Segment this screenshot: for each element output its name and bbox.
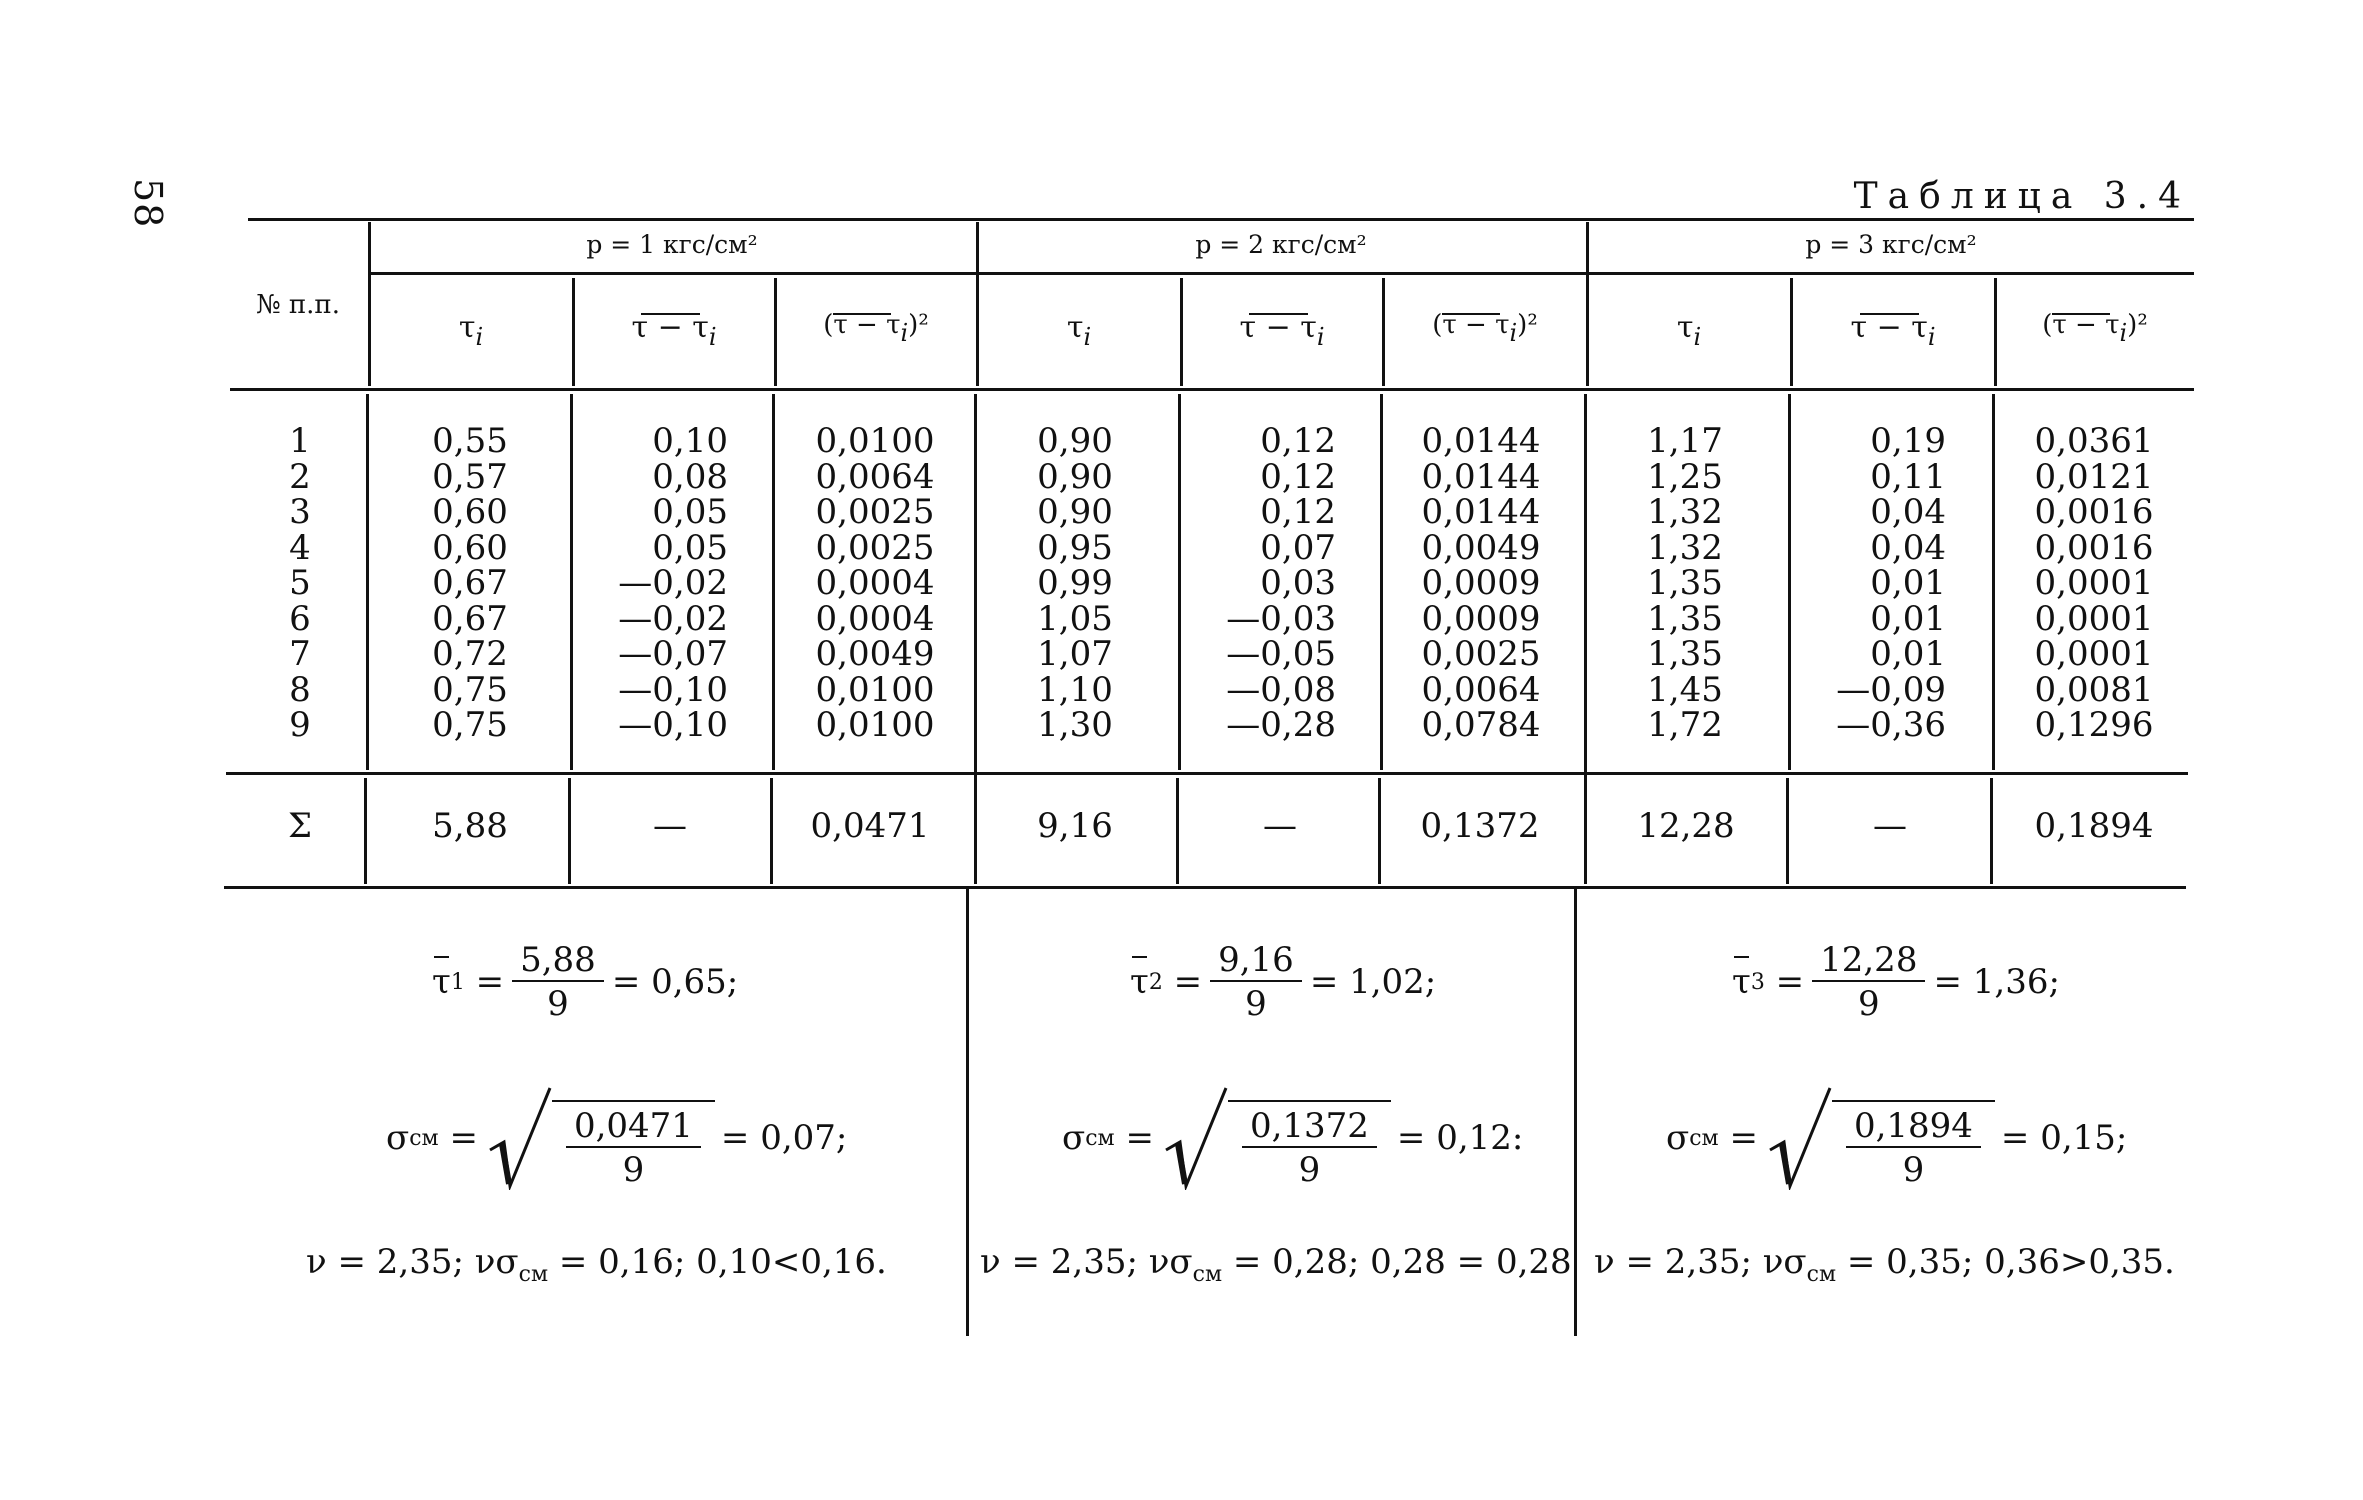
table-cell: 0,0081 [2034,669,2154,710]
subheader-square: (τ − τi)² [1432,310,1538,347]
table-cell: 1,05 [1037,598,1113,639]
table-cell: 0,90 [1037,421,1113,461]
table-cell: 0,11 [1870,456,1946,497]
g3-mean-formula: τ 3 = $\frac{12,28}{9}$ = 1,36; [1732,940,2060,1024]
subheader-diff: $\tau - \tau_i$ [1850,310,1936,351]
table-title: Таблица 3.4 [1853,176,2191,217]
vline-g1-b [772,394,775,770]
table-cell: 1,17 [1647,421,1723,461]
subheader-diff: $\tau - \tau_i$ [631,310,717,351]
vline-g1-a [568,778,571,884]
table-cell: 0,0001 [2034,563,2154,603]
table-cell: 0,0144 [1421,421,1541,461]
table-cell: 5 [289,563,311,603]
table-cell: 7 [289,634,311,674]
table-cell: 1,30 [1037,705,1113,745]
table-cell: 0,0016 [2034,527,2154,568]
g1-mean-formula: τ 1 = $\frac{5,88}{9}$ = 0,65; [432,940,739,1024]
table-cell: 0,67 [432,598,508,639]
table-cell: —0,07 [618,634,728,674]
table-cell: 0,0004 [815,598,935,639]
table-cell: 0,01 [1870,634,1946,674]
g1-square-column [790,421,960,745]
table-cell: 0,19 [1870,421,1946,461]
table-cell: 0,0144 [1421,492,1541,532]
subheader-tau: $\tau_i$ [1676,310,1702,351]
table-cell: 0,0100 [815,669,935,710]
vline-g3-b [1990,778,1993,884]
table-cell: 0,01 [1870,598,1946,639]
table-cell: 0,04 [1870,492,1946,532]
table-cell: 1,32 [1647,492,1723,532]
table-cell: —0,05 [1226,634,1336,674]
table-cell: 0,0009 [1421,598,1541,639]
table-cell: 1,10 [1037,669,1113,710]
table-cell: 0,72 [432,634,508,674]
g1-diff-column [580,421,728,745]
vline-g3-b [1992,394,1995,770]
vline-group-1 [974,394,977,884]
table-cell: 0,0049 [1421,527,1541,568]
table-cell: 0,0004 [815,563,935,603]
table-cell: 0,05 [652,492,728,532]
g3-sigma-formula: σ см = $\frac{0,1894}{9}$ = 0,15; [1666,1086,2127,1190]
table-cell: 0,0009 [1421,563,1541,603]
table-cell: 0,0049 [815,634,935,674]
g1-tau-column [390,421,550,745]
sum-label: Σ [287,806,313,846]
vline-label [366,394,369,770]
g2-mean-formula: τ 2 = $\frac{9,16}{9}$ = 1,02; [1130,940,1437,1024]
g2-sum-diff: — [1263,806,1297,846]
table-cell: 3 [289,492,311,532]
g3-sum-tau: 12,28 [1637,806,1735,846]
table-cell: 8 [289,669,311,710]
vline-g2-a [1176,778,1179,884]
table-cell: —0,10 [618,669,728,710]
g2-sum-square: 0,1372 [1420,806,1540,846]
vline-g2-a [1178,394,1181,770]
table-cell: 1,35 [1647,634,1723,674]
rule-sum-bottom [224,886,2186,889]
radical-sign [1160,1086,1230,1190]
table-cell: 0,08 [652,456,728,497]
page-number: 58 [126,178,170,229]
table-cell: 1,72 [1647,705,1723,745]
g3-square-column [2004,421,2184,745]
table-cell: 0,60 [432,492,508,532]
table-cell: 0,67 [432,563,508,603]
rule-sum-top [226,772,2188,775]
table-cell: 0,0064 [1421,669,1541,710]
g3-tau-column [1600,421,1770,745]
vline-label [364,778,367,884]
table-cell: 0,0001 [2034,634,2154,674]
row-numbers-column [240,421,360,745]
table-cell: —0,02 [618,563,728,603]
table-cell: 0,04 [1870,527,1946,568]
table-cell: 1,35 [1647,598,1723,639]
g1-sum-diff: — [653,806,687,846]
table-cell: 0,0121 [2034,456,2154,497]
g1-sum-square: 0,0471 [810,806,930,846]
vline-g3-a [1788,394,1791,770]
table-cell: 0,10 [652,421,728,461]
g3-nu-check: ν = 2,35; $\nu\sigma_{см} = 0,35$; 0,36>0,35. [1594,1242,2175,1287]
table-cell: 0,60 [432,527,508,568]
table-cell: 1 [289,421,311,461]
radical-sign [1764,1086,1834,1190]
table-cell: 0,0025 [1421,634,1541,674]
vline-group-2 [1574,886,1577,1336]
g3-sum-square: 0,1894 [2034,806,2154,846]
subheader-diff: $\tau - \tau_i$ [1239,310,1325,351]
rule-top [248,218,2194,221]
g1-nu-check: ν = 2,35; $\nu\sigma_{см} = 0,16$; 0,10<0,16. [306,1242,887,1287]
g3-diff-column [1800,421,1946,745]
subheader-tau: $\tau_i$ [458,310,484,351]
table-cell: 0,0361 [2034,421,2154,461]
table-cell: 0,01 [1870,563,1946,603]
table-cell: 0,57 [432,456,508,497]
vline-g2-b [1380,394,1383,770]
table-cell: 0,12 [1260,456,1336,497]
table-cell: 0,0100 [815,705,935,745]
table-cell: 1,25 [1647,456,1723,497]
rule-header-bottom [230,388,2194,391]
table-cell: 0,1296 [2034,705,2154,745]
table-cell: 0,90 [1037,492,1113,532]
row-label-header: № п.п. [255,290,341,320]
table-cell: 1,35 [1647,563,1723,603]
table-cell: 0,0001 [2034,598,2154,639]
g2-diff-column [1190,421,1336,745]
table-cell: 0,75 [432,705,508,745]
table-cell: 9 [289,705,311,745]
table-cell: 0,95 [1037,527,1113,568]
table-cell: 0,90 [1037,456,1113,497]
table-cell: 0,07 [1260,527,1336,568]
radical-sign [484,1086,554,1190]
table-cell: 0,12 [1260,492,1336,532]
subheader-tau: $\tau_i$ [1066,310,1092,351]
table-cell: 0,0784 [1421,705,1541,745]
table-cell: 0,75 [432,669,508,710]
g2-nu-check: ν = 2,35; $\nu\sigma_{см} = 0,28$; 0,28 = 0,28 [980,1242,1572,1287]
table-cell: 1,32 [1647,527,1723,568]
rule-subheader [370,272,2194,275]
table-cell: 0,0064 [815,456,935,497]
table-cell: 0,0016 [2034,492,2154,532]
table-cell: 0,0025 [815,527,935,568]
table-cell: 0,12 [1260,421,1336,461]
table-cell: —0,03 [1226,598,1336,639]
group-2-pressure-label: p = 2 кгс/см² [1195,230,1367,259]
vline-g1-b [770,778,773,884]
table-cell: —0,09 [1836,669,1946,710]
vline-group-2 [1584,394,1587,884]
table-cell: 0,55 [432,421,508,461]
subheader-square: (τ − τi)² [823,310,929,347]
table-cell: —0,08 [1226,669,1336,710]
vline-g1-a [570,394,573,770]
g2-sum-tau: 9,16 [1037,806,1113,846]
table-cell: —0,36 [1836,705,1946,745]
g2-square-column [1396,421,1566,745]
table-cell: 1,07 [1037,634,1113,674]
table-cell: 0,0144 [1421,456,1541,497]
table-cell: 2 [289,456,311,497]
table-cell: 0,05 [652,527,728,568]
vline-g3-a [1786,778,1789,884]
table-cell: —0,28 [1226,705,1336,745]
table-cell: 1,45 [1647,669,1723,710]
g3-sum-diff: — [1873,806,1907,846]
table-cell: 0,03 [1260,563,1336,603]
subheader-square: (τ − τi)² [2042,310,2148,347]
table-cell: —0,02 [618,598,728,639]
vline-group-1 [966,886,969,1336]
g1-sigma-formula: σ см = $\frac{0,0471}{9}$ = 0,07; [386,1086,847,1190]
table-cell: —0,10 [618,705,728,745]
group-3-pressure-label: p = 3 кгс/см² [1805,230,1977,259]
g2-sigma-formula: σ см = $\frac{0,1372}{9}$ = 0,12: [1062,1086,1523,1190]
g2-tau-column [990,421,1160,745]
table-cell: 6 [289,598,311,639]
group-1-pressure-label: p = 1 кгс/см² [586,230,758,259]
table-cell: 0,0025 [815,492,935,532]
vline-g2-b [1378,778,1381,884]
table-cell: 4 [289,527,311,568]
table-cell: 0,99 [1037,563,1113,603]
table-cell: 0,0100 [815,421,935,461]
g1-sum-tau: 5,88 [432,806,508,846]
